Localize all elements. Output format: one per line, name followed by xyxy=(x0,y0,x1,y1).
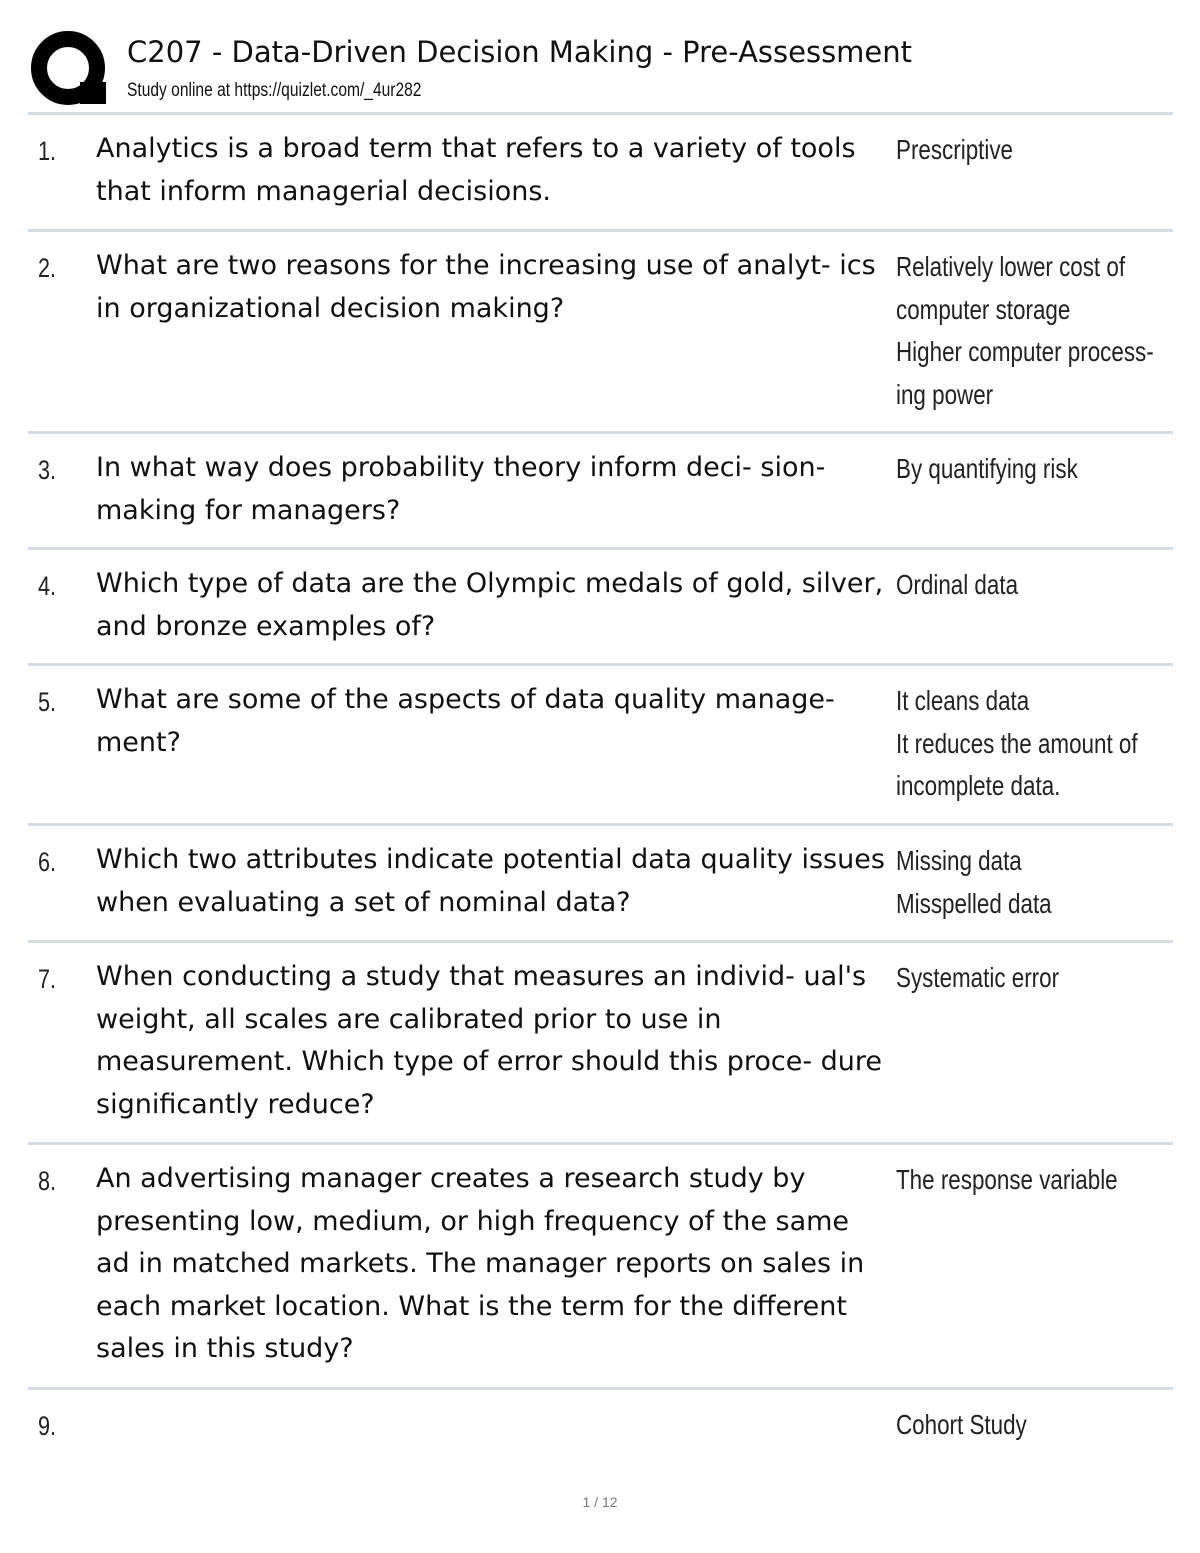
answer-line: It reduces the amount of xyxy=(896,727,1138,759)
card-number: 8. xyxy=(38,1166,57,1196)
flashcard-9 xyxy=(28,1389,1173,1479)
flashcard-7 xyxy=(28,942,1173,1142)
answer-line: Cohort Study xyxy=(896,1409,1027,1440)
answer-line: Ordinal data xyxy=(896,569,1019,600)
answer-line: Higher computer process- xyxy=(896,336,1154,367)
page-title: C207 - Data-Driven Decision Making - Pre-Assessment xyxy=(127,35,913,69)
card-question: What are two reasons for the increasing use of analyt- ics in organizational decision making? xyxy=(96,250,876,324)
card-number: 9. xyxy=(38,1411,57,1441)
card-answer xyxy=(896,129,1160,172)
card-question: Which two attributes indicate potential data quality issues when evaluating a set of nominal data? xyxy=(96,844,885,918)
card-number: 3. xyxy=(38,455,57,485)
answer-line: Systematic error xyxy=(896,962,1060,993)
card-question: Analytics is a broad term that refers to a variety of tools that inform managerial decisions. xyxy=(96,133,856,207)
answer-line: Missing data xyxy=(896,845,1022,876)
study-online-link[interactable]: Study online at https://quizlet.com/_4ur282 xyxy=(127,80,422,101)
card-answer xyxy=(896,1159,1160,1202)
card-answer xyxy=(896,1404,1160,1447)
answer-line: Misspelled data xyxy=(896,887,1052,919)
card-answer xyxy=(896,448,1160,491)
answer-line: By quantifying risk xyxy=(896,453,1078,484)
answer-line: incomplete data. xyxy=(896,770,1061,801)
flashcard-3 xyxy=(28,433,1173,547)
page-header xyxy=(30,30,1172,112)
flashcard-5 xyxy=(28,665,1173,823)
answer-line: ing power xyxy=(896,378,994,410)
card-answer xyxy=(896,957,1160,1000)
card-question: Which type of data are the Olympic medals of gold, silver, and bronze examples of? xyxy=(96,568,884,642)
card-number: 5. xyxy=(38,687,57,717)
card-answer xyxy=(896,246,1160,416)
card-question: What are some of the aspects of data quality manage- ment? xyxy=(96,684,835,758)
flashcard-4 xyxy=(28,549,1173,663)
card-question: In what way does probability theory inform deci- sion-making for managers? xyxy=(96,452,826,526)
card-answer xyxy=(896,680,1160,808)
answer-line: Prescriptive xyxy=(896,134,1014,165)
flashcard-8 xyxy=(28,1144,1173,1387)
quizlet-logo-icon xyxy=(30,30,108,108)
answer-line: It cleans data xyxy=(896,685,1030,716)
card-answer xyxy=(896,564,1160,607)
card-number: 2. xyxy=(38,253,57,283)
flashcard-2 xyxy=(28,231,1173,431)
answer-line: The response variable xyxy=(896,1164,1118,1195)
card-number: 1. xyxy=(38,136,57,166)
card-question: An advertising manager creates a research study by presenting low, medium, or high frequency of the same ad in matched markets. The manager reports on sales in each market location. What is the term for the different sales in this study? xyxy=(96,1163,865,1364)
answer-line: computer storage xyxy=(896,293,1071,325)
card-question: When conducting a study that measures an individ- ual's weight, all scales are calibrated prior to use in measurement. Which type of error should this proce- dure significantly reduce? xyxy=(96,961,883,1120)
flashcard-1 xyxy=(28,114,1173,229)
page-number: 1 / 12 xyxy=(582,1494,618,1510)
card-answer xyxy=(896,840,1160,925)
card-number: 7. xyxy=(38,964,57,994)
card-number: 4. xyxy=(38,571,57,601)
card-number: 6. xyxy=(38,847,57,877)
answer-line: Relatively lower cost of xyxy=(896,251,1126,282)
flashcard-6 xyxy=(28,825,1173,940)
